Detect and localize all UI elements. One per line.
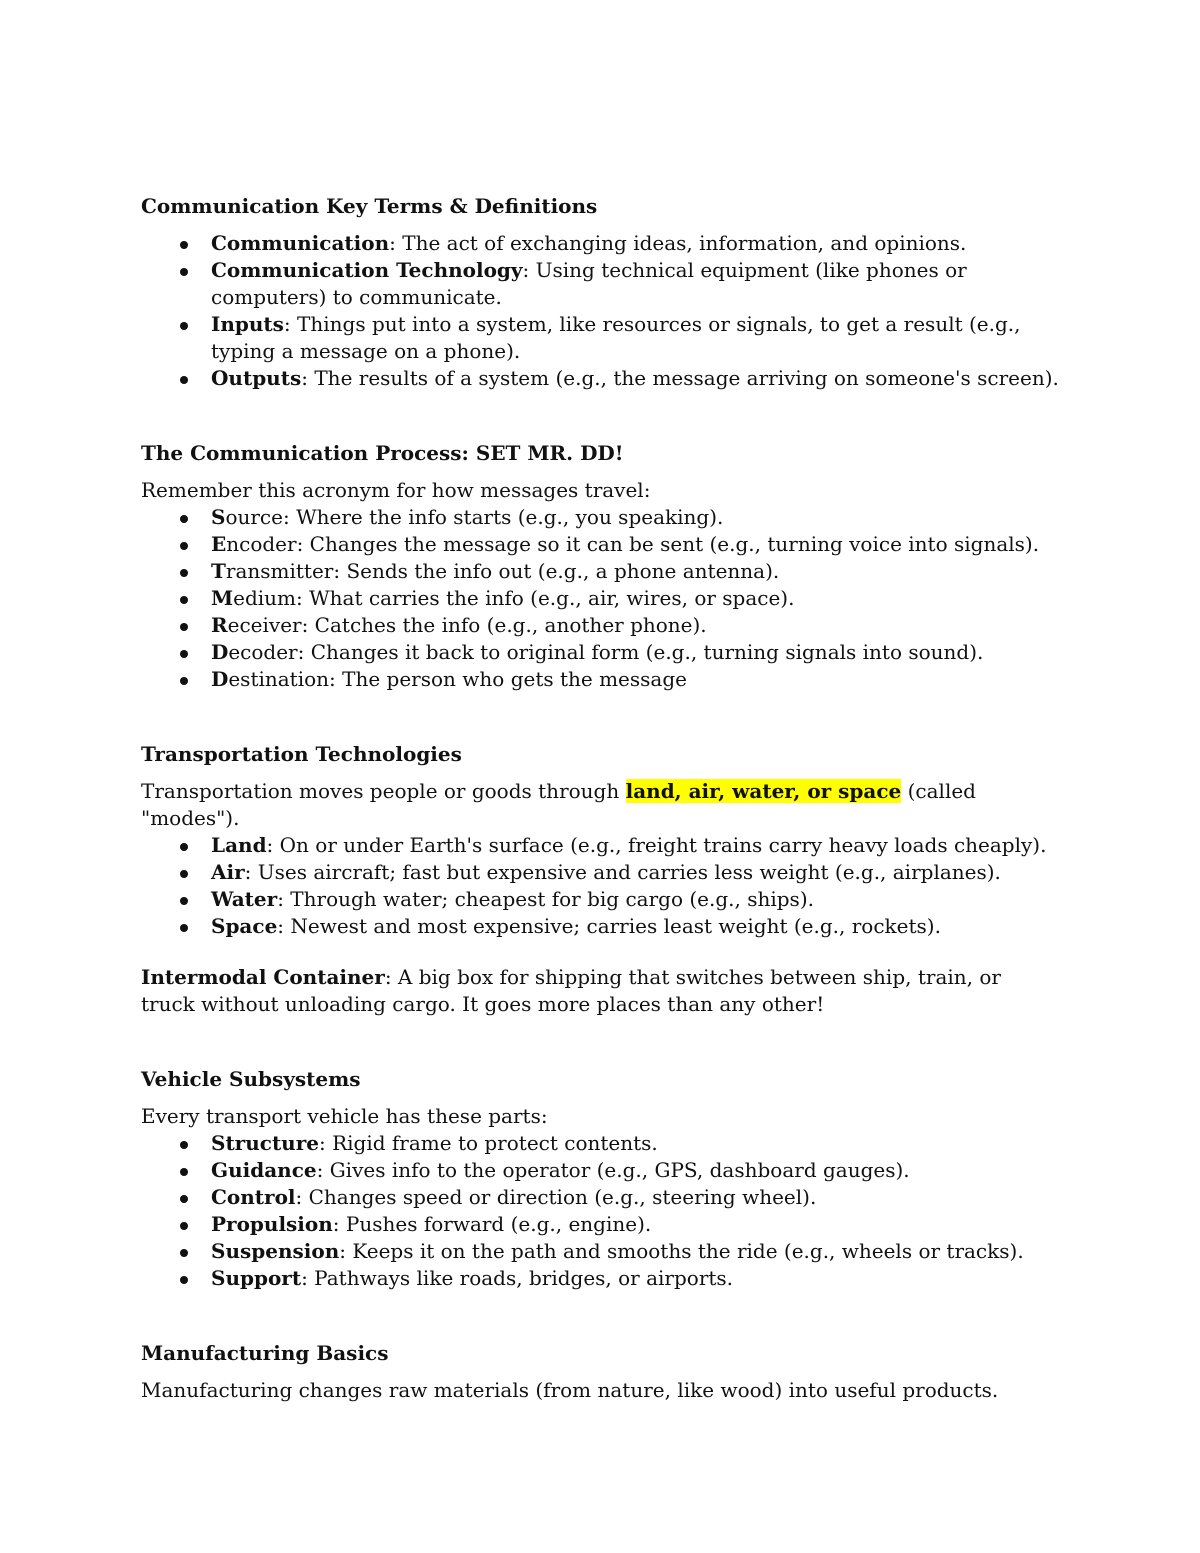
process-intro: Remember this acronym for how messages travel:	[141, 478, 651, 502]
list-item: Communication Technology: Using technical equipment (like phones or computers) to communicate.	[141, 257, 1061, 311]
bullet-icon	[180, 1276, 188, 1284]
bullet-icon	[180, 1168, 188, 1176]
list-item: Guidance: Gives info to the operator (e.g., GPS, dashboard gauges).	[141, 1157, 1061, 1184]
list-item: Inputs: Things put into a system, like resources or signals, to get a result (e.g., typing a message on a phone).	[141, 311, 1061, 365]
heading-communication-terms: Communication Key Terms & Definitions	[141, 194, 598, 218]
manufacturing-text: Manufacturing changes raw materials (from nature, like wood) into useful products.	[141, 1378, 999, 1402]
list-item: Receiver: Catches the info (e.g., another phone).	[141, 612, 1061, 639]
list-item: Control: Changes speed or direction (e.g., steering wheel).	[141, 1184, 1061, 1211]
highlighted-modes: land, air, water, or space	[625, 779, 902, 803]
bullet-icon	[180, 623, 188, 631]
list-item: Structure: Rigid frame to protect contents.	[141, 1130, 1061, 1157]
list-item: Transmitter: Sends the info out (e.g., a phone antenna).	[141, 558, 1061, 585]
bullet-icon	[180, 1222, 188, 1230]
process-list	[141, 504, 1061, 693]
bullet-icon	[180, 1249, 188, 1257]
list-item: Encoder: Changes the message so it can be sent (e.g., turning voice into signals).	[141, 531, 1061, 558]
bullet-icon	[180, 843, 188, 851]
bullet-icon	[180, 241, 188, 249]
intermodal-paragraph: Intermodal Container: A big box for shipping that switches between ship, train, or truck without unloading cargo. It goes more places than any other!	[141, 965, 1001, 1016]
list-item: Water: Through water; cheapest for big cargo (e.g., ships).	[141, 886, 1061, 913]
list-item: Air: Uses aircraft; fast but expensive and carries less weight (e.g., airplanes).	[141, 859, 1061, 886]
list-item: Communication: The act of exchanging ideas, information, and opinions.	[141, 230, 1061, 257]
bullet-icon	[180, 897, 188, 905]
bullet-icon	[180, 268, 188, 276]
bullet-icon	[180, 322, 188, 330]
bullet-icon	[180, 650, 188, 658]
bullet-icon	[180, 1141, 188, 1149]
heading-transportation: Transportation Technologies	[141, 742, 462, 766]
bullet-icon	[180, 924, 188, 932]
list-item: Propulsion: Pushes forward (e.g., engine).	[141, 1211, 1061, 1238]
bullet-icon	[180, 596, 188, 604]
list-item: Suspension: Keeps it on the path and smooths the ride (e.g., wheels or tracks).	[141, 1238, 1061, 1265]
list-item: Space: Newest and most expensive; carries least weight (e.g., rockets).	[141, 913, 1061, 940]
bullet-icon	[180, 1195, 188, 1203]
list-item: Support: Pathways like roads, bridges, or airports.	[141, 1265, 1061, 1292]
bullet-icon	[180, 376, 188, 384]
list-item: Outputs: The results of a system (e.g., the message arriving on someone's screen).	[141, 365, 1061, 392]
bullet-icon	[180, 677, 188, 685]
list-item: Destination: The person who gets the message	[141, 666, 1061, 693]
heading-manufacturing: Manufacturing Basics	[141, 1341, 389, 1365]
bullet-icon	[180, 569, 188, 577]
list-item: Medium: What carries the info (e.g., air, wires, or space).	[141, 585, 1061, 612]
list-item: Decoder: Changes it back to original form (e.g., turning signals into sound).	[141, 639, 1061, 666]
heading-vehicle-subsystems: Vehicle Subsystems	[141, 1067, 361, 1091]
bullet-icon	[180, 542, 188, 550]
vehicle-list	[141, 1130, 1061, 1292]
communication-terms-list	[141, 230, 1061, 392]
transportation-list	[141, 832, 1061, 940]
list-item: Land: On or under Earth's surface (e.g., freight trains carry heavy loads cheaply).	[141, 832, 1061, 859]
transportation-intro: Transportation moves people or goods through land, air, water, or space (called "modes").	[141, 779, 976, 830]
document-content	[141, 190, 1061, 1404]
heading-communication-process: The Communication Process: SET MR. DD!	[141, 441, 624, 465]
list-item: Source: Where the info starts (e.g., you speaking).	[141, 504, 1061, 531]
bullet-icon	[180, 870, 188, 878]
bullet-icon	[180, 515, 188, 523]
vehicle-intro: Every transport vehicle has these parts:	[141, 1104, 548, 1128]
